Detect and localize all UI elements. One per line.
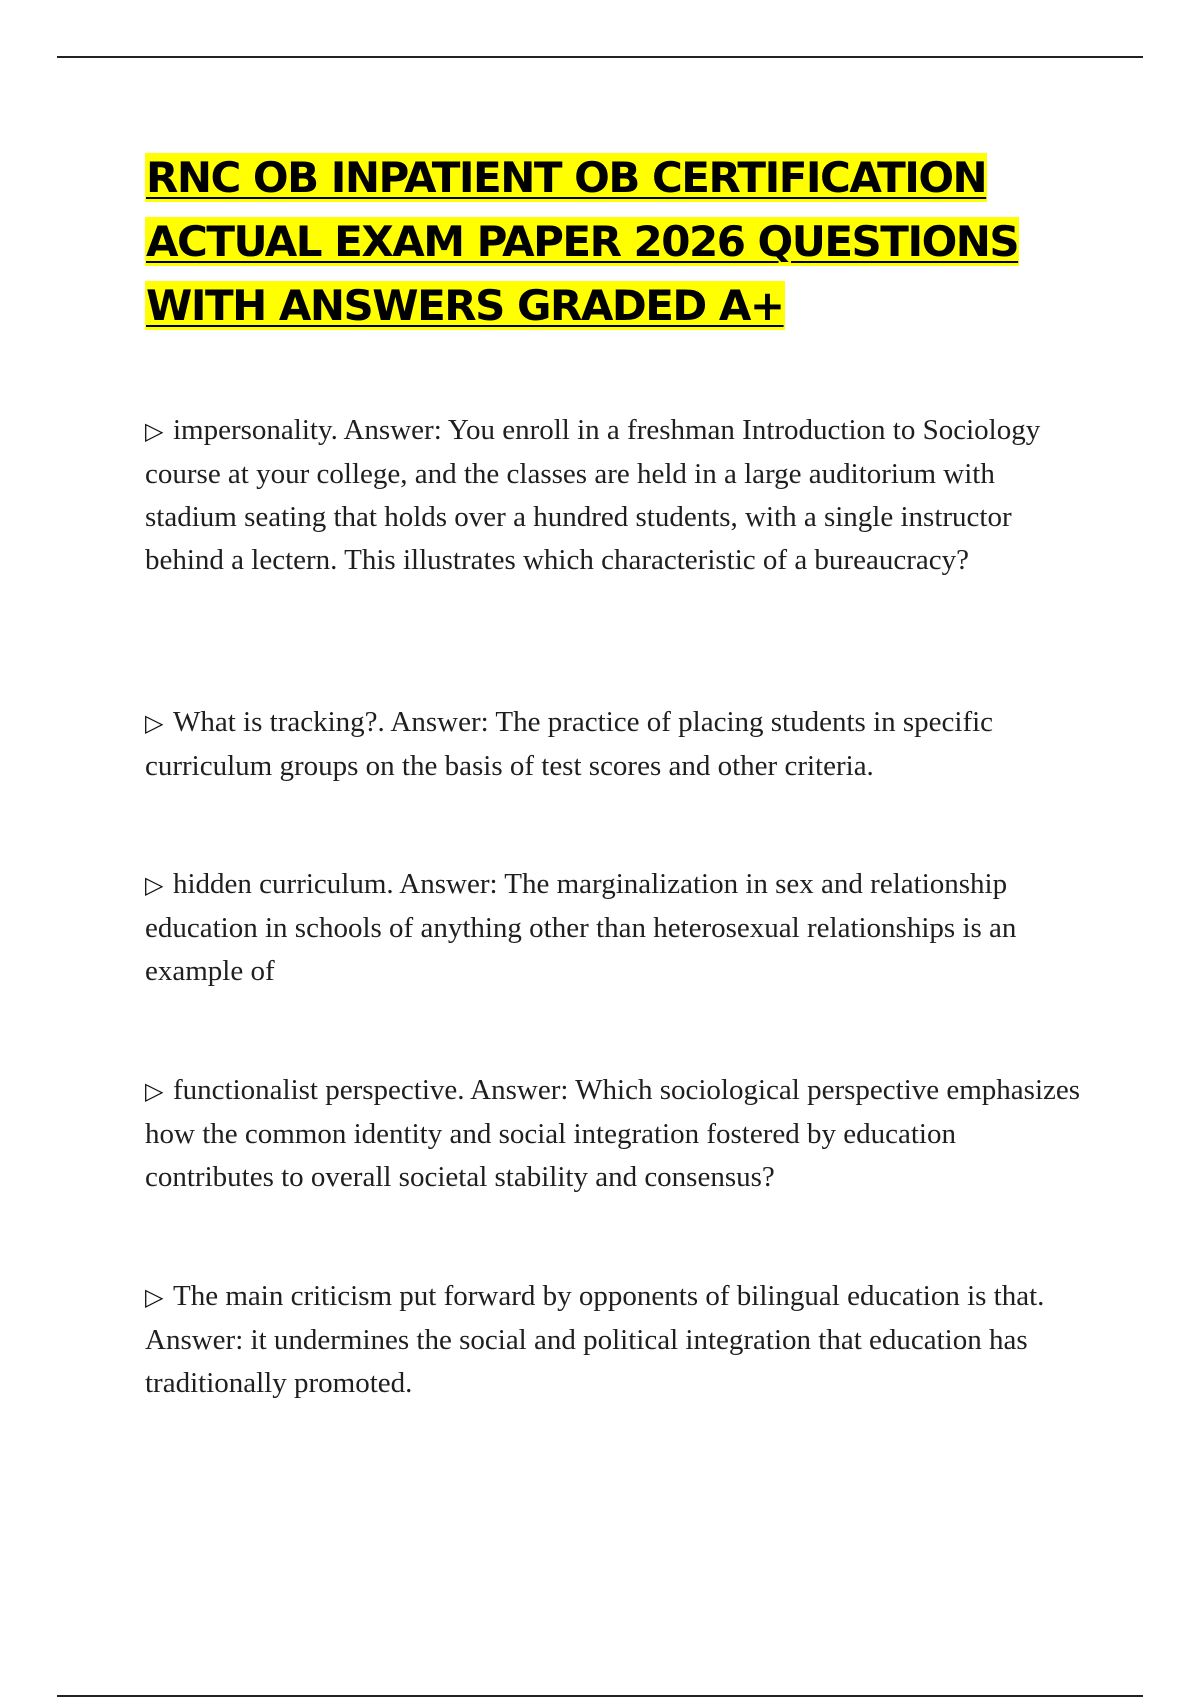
qa-item: [145, 701, 1090, 788]
qa-text: What is tracking?. Answer: The practice of placing students in specific curriculum groups on the basis of test scores and other criteria.: [145, 706, 994, 782]
qa-item: [145, 1069, 1090, 1199]
qa-text: The main criticism put forward by opponents of bilingual education is that. Answer: it undermines the social and political integration that education has traditionally promoted.: [145, 1280, 1045, 1399]
top-rule: [57, 56, 1143, 58]
document-title: [145, 146, 1075, 338]
outlined-arrow-right-icon: ▷: [145, 871, 164, 899]
qa-item: [145, 409, 1090, 582]
qa-text: functionalist perspective. Answer: Which sociological perspective emphasizes how the common identity and social integration fostered by education contributes to overall societal stability and consensus?: [145, 1074, 1081, 1193]
title-line-3: WITH ANSWERS GRADED A+: [146, 281, 784, 330]
outlined-arrow-right-icon: ▷: [145, 1283, 164, 1311]
outlined-arrow-right-icon: ▷: [145, 709, 164, 737]
qa-item: [145, 1275, 1090, 1405]
outlined-arrow-right-icon: ▷: [145, 417, 164, 445]
title-line-2: ACTUAL EXAM PAPER 2026 QUESTIONS: [146, 217, 1019, 266]
qa-text: impersonality. Answer: You enroll in a freshman Introduction to Sociology course at your college, and the classes are held in a large auditorium with stadium seating that holds over a hundred students, with a single instructor behind a lectern. This illustrates which characteristic of a bureaucracy?: [145, 414, 1041, 576]
title-line-1: RNC OB INPATIENT OB CERTIFICATION: [146, 153, 987, 202]
outlined-arrow-right-icon: ▷: [145, 1077, 164, 1105]
qa-item: [145, 863, 1090, 993]
qa-text: hidden curriculum. Answer: The marginalization in sex and relationship education in schools of anything other than heterosexual relationships is an example of: [145, 868, 1017, 987]
bottom-rule: [57, 1695, 1143, 1697]
